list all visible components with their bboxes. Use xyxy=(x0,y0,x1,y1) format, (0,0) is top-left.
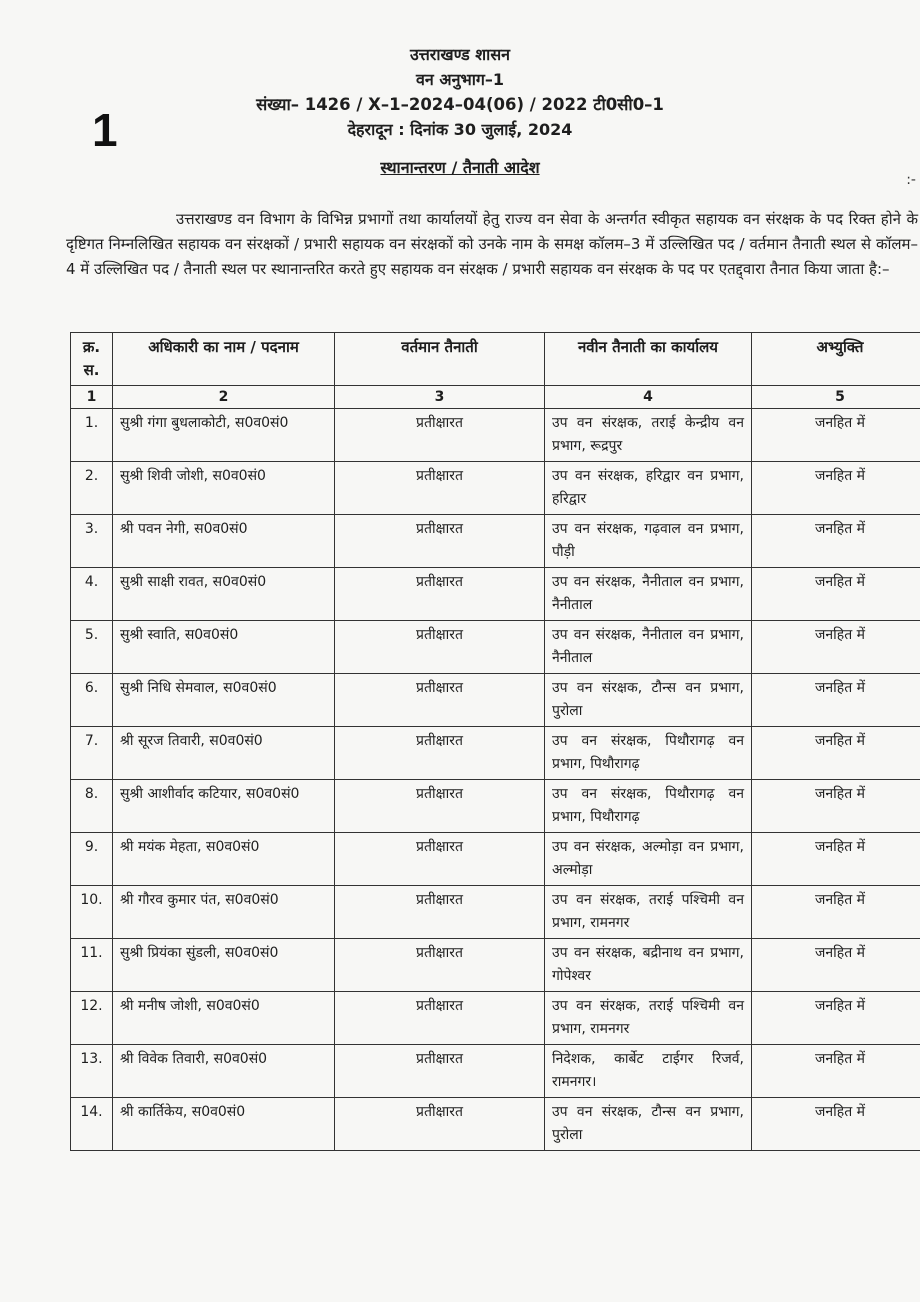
serial-cell: 9. xyxy=(71,833,113,886)
current-posting-cell: प्रतीक्षारत xyxy=(335,833,545,886)
remark-cell: जनहित में xyxy=(752,992,920,1045)
officer-name-cell: सुश्री निधि सेमवाल, स0व0सं0 xyxy=(113,674,335,727)
remark-cell: जनहित में xyxy=(752,462,920,515)
current-posting-cell: प्रतीक्षारत xyxy=(335,1098,545,1151)
table-row xyxy=(71,674,920,727)
header-new-posting: नवीन तैनाती का कार्यालय xyxy=(545,333,752,386)
table-row xyxy=(71,886,920,939)
new-posting-cell: उप वन संरक्षक, नैनीताल वन प्रभाग, नैनीताल xyxy=(545,568,752,621)
current-posting-cell: प्रतीक्षारत xyxy=(335,1045,545,1098)
officer-name-cell: सुश्री शिवी जोशी, स0व0सं0 xyxy=(113,462,335,515)
officer-name-cell: श्री पवन नेगी, स0व0सं0 xyxy=(113,515,335,568)
new-posting-cell: उप वन संरक्षक, तराई पश्चिमी वन प्रभाग, रामनगर xyxy=(545,886,752,939)
column-number: 5 xyxy=(752,386,920,409)
serial-cell: 4. xyxy=(71,568,113,621)
intro-paragraph: उत्तराखण्ड वन विभाग के विभिन्न प्रभागों तथा कार्यालयों हेतु राज्य वन सेवा के अन्तर्गत स्वीकृत सहायक वन संरक्षक के पद रिक्त होने के दृष्टिगत निम्नलिखित सहायक वन संरक्षकों / प्रभारी सहायक वन संरक्षकों को उनके नाम के समक्ष कॉलम–3 में उल्लिखित पद / वर्तमान तैनाती स्थल से कॉलम–4 में उल्लिखित पद / तैनाती स्थल पर स्थानान्तरित करते हुए सहायक वन संरक्षक / प्रभारी सहायक वन संरक्षक के पद पर एतद्द्वारा तैनात किया जाता है:– xyxy=(66,210,918,278)
current-posting-cell: प्रतीक्षारत xyxy=(335,409,545,462)
officer-name-cell: श्री गौरव कुमार पंत, स0व0सं0 xyxy=(113,886,335,939)
serial-cell: 14. xyxy=(71,1098,113,1151)
header-serial: क्र. स. xyxy=(71,333,113,386)
officer-name-cell: सुश्री गंगा बुधलाकोटी, स0व0सं0 xyxy=(113,409,335,462)
serial-cell: 6. xyxy=(71,674,113,727)
corner-mark: :- xyxy=(906,172,916,188)
new-posting-cell: उप वन संरक्षक, बद्रीनाथ वन प्रभाग, गोपेश्वर xyxy=(545,939,752,992)
officer-name-cell: श्री विवेक तिवारी, स0व0सं0 xyxy=(113,1045,335,1098)
officer-name-cell: श्री सूरज तिवारी, स0व0सं0 xyxy=(113,727,335,780)
table-row xyxy=(71,780,920,833)
transfer-table xyxy=(70,332,920,1151)
remark-cell: जनहित में xyxy=(752,833,920,886)
current-posting-cell: प्रतीक्षारत xyxy=(335,621,545,674)
current-posting-cell: प्रतीक्षारत xyxy=(335,992,545,1045)
column-number: 4 xyxy=(545,386,752,409)
remark-cell: जनहित में xyxy=(752,1098,920,1151)
serial-cell: 13. xyxy=(71,1045,113,1098)
header-remark: अभ्युक्ति xyxy=(752,333,920,386)
remark-cell: जनहित में xyxy=(752,515,920,568)
new-posting-cell: उप वन संरक्षक, नैनीताल वन प्रभाग, नैनीताल xyxy=(545,621,752,674)
column-number: 1 xyxy=(71,386,113,409)
current-posting-cell: प्रतीक्षारत xyxy=(335,780,545,833)
serial-cell: 11. xyxy=(71,939,113,992)
remark-cell: जनहित में xyxy=(752,939,920,992)
officer-name-cell: सुश्री स्वाति, स0व0सं0 xyxy=(113,621,335,674)
serial-cell: 3. xyxy=(71,515,113,568)
new-posting-cell: उप वन संरक्षक, पिथौरागढ़ वन प्रभाग, पिथौरागढ़ xyxy=(545,780,752,833)
current-posting-cell: प्रतीक्षारत xyxy=(335,939,545,992)
section-name: वन अनुभाग–1 xyxy=(416,70,504,89)
new-posting-cell: उप वन संरक्षक, अल्मोड़ा वन प्रभाग, अल्मोड़ा xyxy=(545,833,752,886)
remark-cell: जनहित में xyxy=(752,568,920,621)
table-row xyxy=(71,1098,920,1151)
remark-cell: जनहित में xyxy=(752,621,920,674)
column-number-row xyxy=(71,386,920,409)
officer-name-cell: सुश्री आशीर्वाद कटियार, स0व0सं0 xyxy=(113,780,335,833)
place-date: देहरादून : दिनांक 30 जुलाई, 2024 xyxy=(347,120,573,139)
serial-cell: 12. xyxy=(71,992,113,1045)
officer-name-cell: श्री मयंक मेहता, स0व0सं0 xyxy=(113,833,335,886)
serial-cell: 5. xyxy=(71,621,113,674)
new-posting-cell: उप वन संरक्षक, गढ़वाल वन प्रभाग, पौड़ी xyxy=(545,515,752,568)
current-posting-cell: प्रतीक्षारत xyxy=(335,568,545,621)
table-row xyxy=(71,621,920,674)
table-row xyxy=(71,833,920,886)
new-posting-cell: उप वन संरक्षक, टौन्स वन प्रभाग, पुरोला xyxy=(545,1098,752,1151)
remark-cell: जनहित में xyxy=(752,886,920,939)
table-row xyxy=(71,515,920,568)
column-number: 2 xyxy=(113,386,335,409)
serial-cell: 8. xyxy=(71,780,113,833)
new-posting-cell: उप वन संरक्षक, टौन्स वन प्रभाग, पुरोला xyxy=(545,674,752,727)
officer-name-cell: सुश्री साक्षी रावत, स0व0सं0 xyxy=(113,568,335,621)
remark-cell: जनहित में xyxy=(752,727,920,780)
new-posting-cell: उप वन संरक्षक, पिथौरागढ़ वन प्रभाग, पिथौरागढ़ xyxy=(545,727,752,780)
remark-cell: जनहित में xyxy=(752,409,920,462)
column-number: 3 xyxy=(335,386,545,409)
new-posting-cell: निदेशक, कार्बेट टाईगर रिजर्व, रामनगर। xyxy=(545,1045,752,1098)
new-posting-cell: उप वन संरक्षक, हरिद्वार वन प्रभाग, हरिद्वार xyxy=(545,462,752,515)
table-header-row xyxy=(71,333,920,386)
serial-cell: 2. xyxy=(71,462,113,515)
order-title: स्थानान्तरण / तैनाती आदेश xyxy=(380,158,540,177)
table-row xyxy=(71,409,920,462)
header-officer-name: अधिकारी का नाम / पदनाम xyxy=(113,333,335,386)
table-row xyxy=(71,462,920,515)
current-posting-cell: प्रतीक्षारत xyxy=(335,886,545,939)
serial-cell: 10. xyxy=(71,886,113,939)
current-posting-cell: प्रतीक्षारत xyxy=(335,462,545,515)
table-row xyxy=(71,1045,920,1098)
officer-name-cell: सुश्री प्रियंका सुंडली, स0व0सं0 xyxy=(113,939,335,992)
remark-cell: जनहित में xyxy=(752,1045,920,1098)
table-row xyxy=(71,992,920,1045)
serial-cell: 1. xyxy=(71,409,113,462)
table-row xyxy=(71,568,920,621)
remark-cell: जनहित में xyxy=(752,780,920,833)
current-posting-cell: प्रतीक्षारत xyxy=(335,727,545,780)
current-posting-cell: प्रतीक्षारत xyxy=(335,515,545,568)
office-name: उत्तराखण्ड शासन xyxy=(409,45,511,64)
serial-cell: 7. xyxy=(71,727,113,780)
header-current-posting: वर्तमान तैनाती xyxy=(335,333,545,386)
reference-number: संख्या– 1426 / X–1–2024–04(06) / 2022 टी0सी0–1 xyxy=(256,95,664,114)
officer-name-cell: श्री कार्तिकेय, स0व0सं0 xyxy=(113,1098,335,1151)
new-posting-cell: उप वन संरक्षक, तराई पश्चिमी वन प्रभाग, रामनगर xyxy=(545,992,752,1045)
current-posting-cell: प्रतीक्षारत xyxy=(335,674,545,727)
officer-name-cell: श्री मनीष जोशी, स0व0सं0 xyxy=(113,992,335,1045)
table-row xyxy=(71,939,920,992)
table-row xyxy=(71,727,920,780)
page-number: 1 xyxy=(92,104,118,156)
new-posting-cell: उप वन संरक्षक, तराई केन्द्रीय वन प्रभाग, रूद्रपुर xyxy=(545,409,752,462)
remark-cell: जनहित में xyxy=(752,674,920,727)
